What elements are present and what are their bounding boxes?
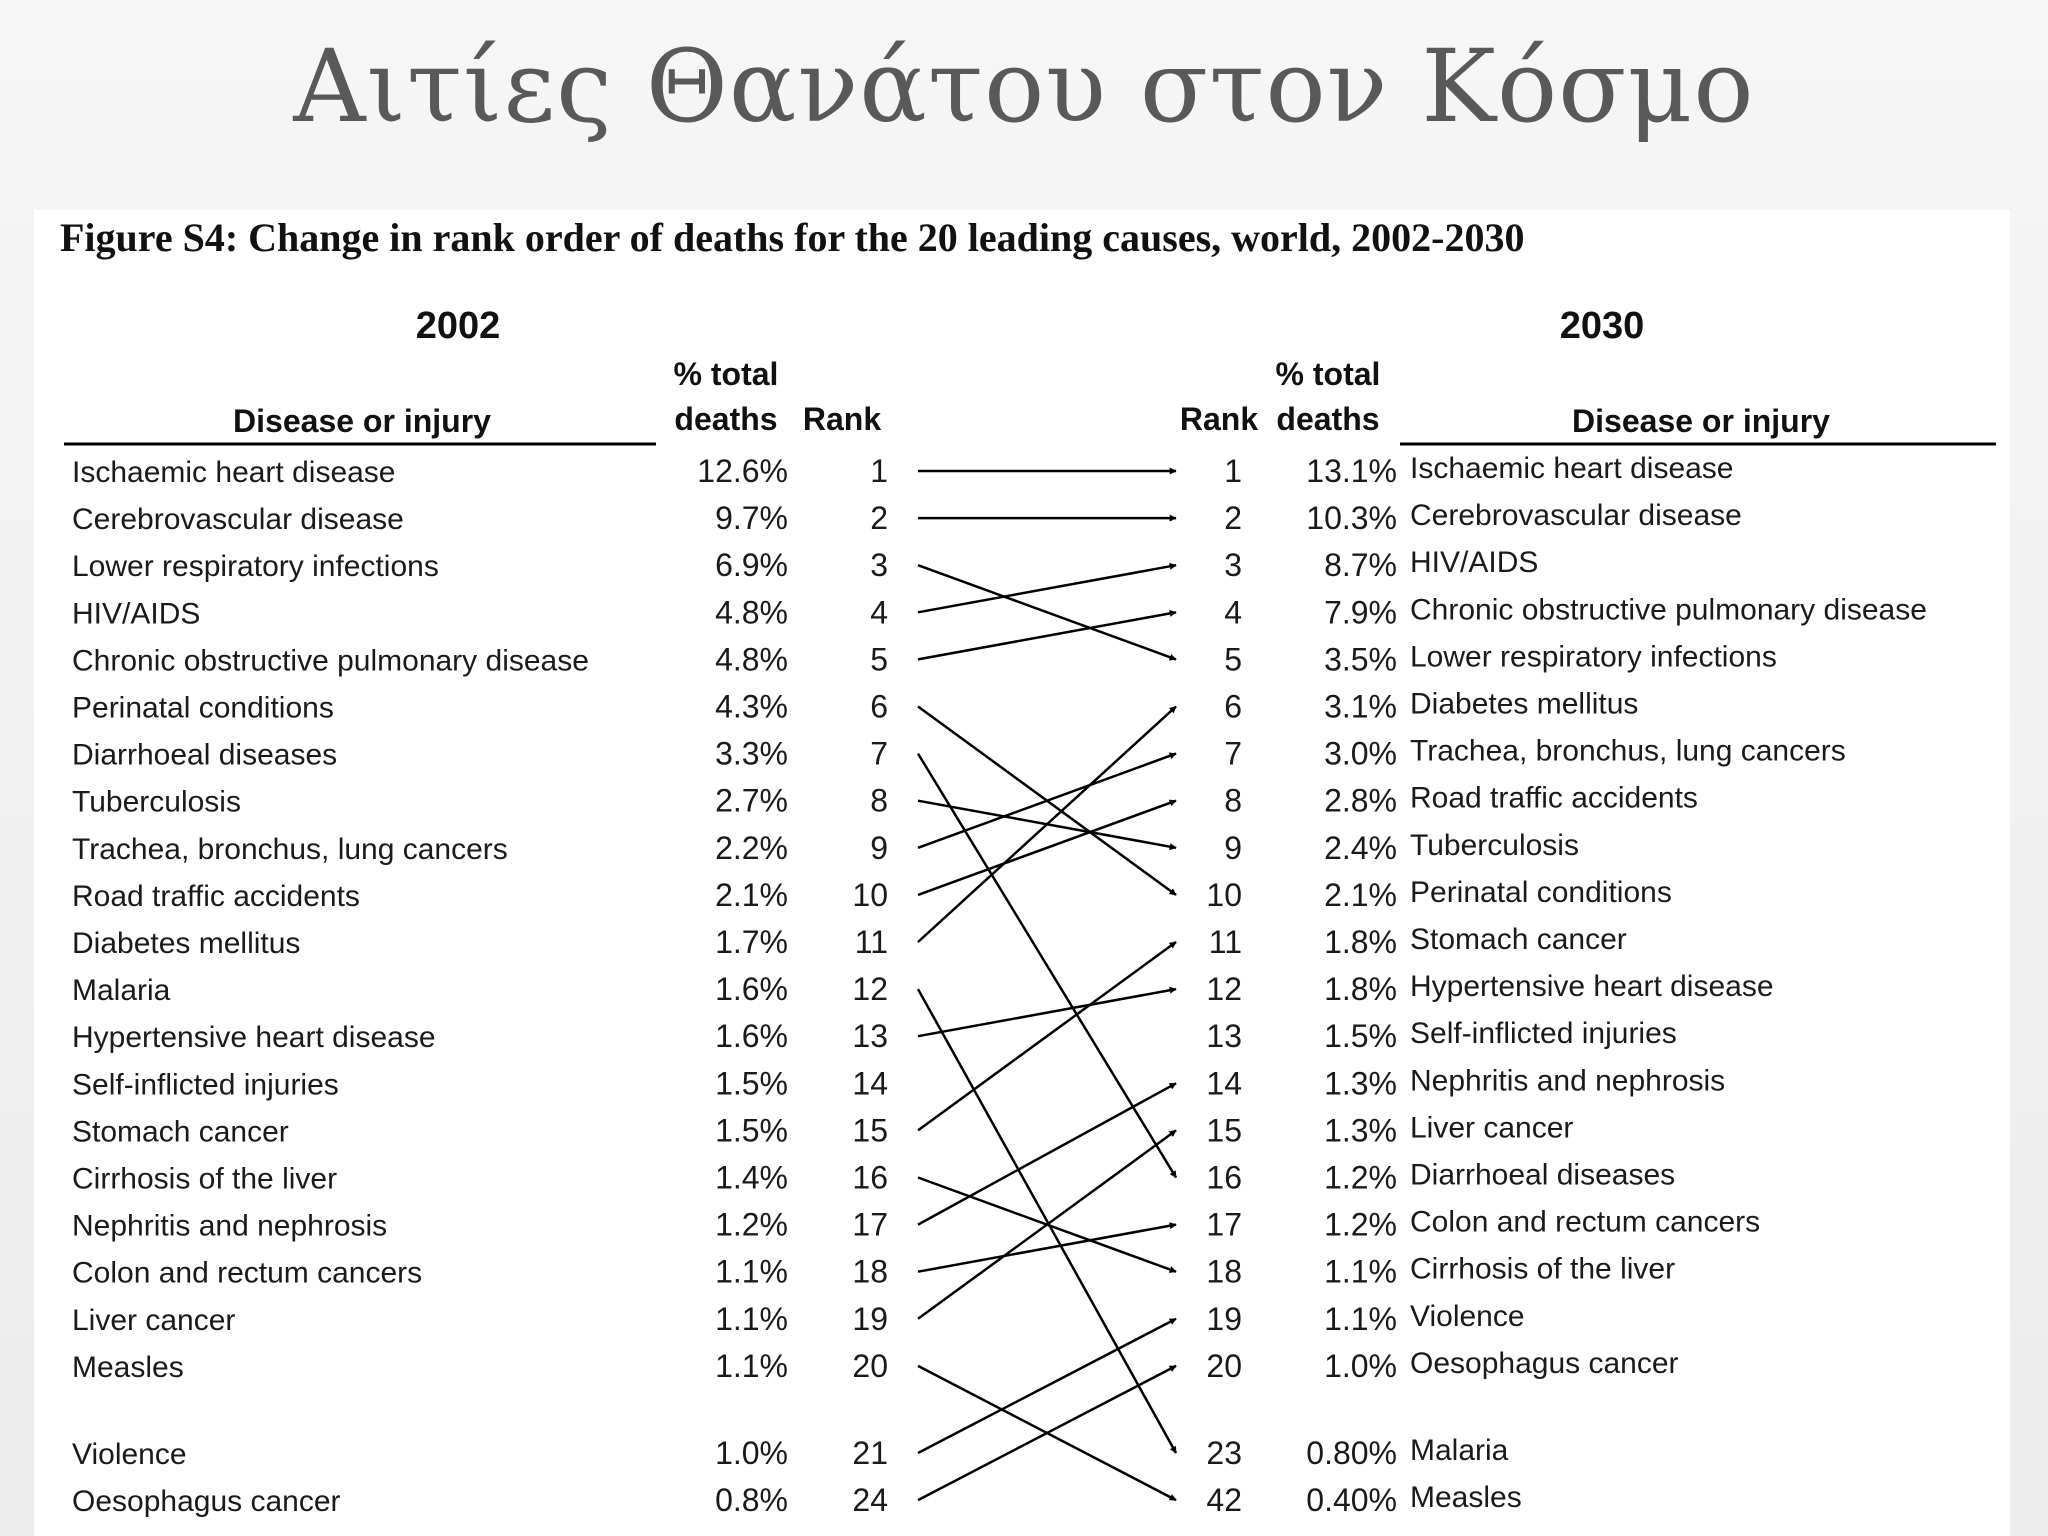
rank-arrow — [918, 1225, 1176, 1272]
right-disease-label: Diabetes mellitus — [1410, 687, 1639, 721]
right-disease-label: Chronic obstructive pulmonary disease — [1410, 593, 1927, 627]
right-pct-value: 1.1% — [1324, 1253, 1397, 1290]
right-disease-label: Road traffic accidents — [1410, 781, 1698, 815]
right-rank-value: 20 — [1206, 1347, 1242, 1384]
right-rank-value: 13 — [1206, 1018, 1242, 1055]
left-disease-label: Violence — [72, 1438, 187, 1471]
left-rank-value: 8 — [870, 782, 888, 819]
right-rank-value: 15 — [1206, 1112, 1242, 1149]
right-rank-value: 8 — [1224, 782, 1242, 819]
right-disease-label: Cirrhosis of the liver — [1410, 1252, 1676, 1286]
left-year: 2002 — [415, 305, 501, 347]
left-pct-value: 4.8% — [715, 641, 788, 678]
right-rank-value: 9 — [1224, 829, 1242, 866]
left-col-pct-line2: deaths — [674, 401, 778, 437]
right-rank-value: 16 — [1206, 1159, 1242, 1196]
left-disease-label: Ischaemic heart disease — [72, 456, 396, 489]
right-disease-label: Malaria — [1410, 1434, 1509, 1467]
right-pct-value: 3.0% — [1324, 735, 1397, 772]
right-pct-value: 2.4% — [1324, 829, 1397, 866]
rank-arrow — [918, 565, 1176, 612]
right-pct-value: 1.8% — [1324, 971, 1397, 1008]
left-rank-value: 18 — [852, 1253, 888, 1290]
left-rank-value: 4 — [870, 594, 888, 631]
right-pct-value: 3.5% — [1324, 641, 1397, 678]
rank-arrow — [918, 1130, 1176, 1318]
right-rank-value: 18 — [1206, 1253, 1242, 1290]
rank-arrows — [918, 471, 1176, 1500]
left-pct-value: 1.5% — [715, 1065, 788, 1102]
left-pct-value: 1.1% — [715, 1347, 788, 1384]
right-pct-value: 1.3% — [1324, 1112, 1397, 1149]
left-disease-label: Nephritis and nephrosis — [72, 1209, 388, 1243]
left-pct-value: 1.1% — [715, 1253, 788, 1290]
rank-arrow — [918, 942, 1176, 1130]
right-pct-value: 2.8% — [1324, 782, 1397, 819]
right-disease-label: Colon and rectum cancers — [1410, 1205, 1761, 1239]
right-rank-value: 17 — [1206, 1206, 1242, 1243]
left-rank-value: 9 — [870, 829, 888, 866]
left-pct-value: 9.7% — [715, 500, 788, 537]
left-disease-label: Liver cancer — [72, 1303, 236, 1337]
left-rank-value: 14 — [852, 1065, 888, 1102]
right-pct-value: 3.1% — [1324, 688, 1397, 725]
right-pct-value: 1.2% — [1324, 1159, 1397, 1196]
left-rank-value: 1 — [870, 453, 888, 489]
right-pct-value: 1.3% — [1324, 1065, 1397, 1102]
left-disease-label: Colon and rectum cancers — [72, 1256, 423, 1290]
right-disease-label: Trachea, bronchus, lung cancers — [1410, 734, 1846, 768]
left-pct-value: 2.7% — [715, 782, 788, 819]
left-disease-label: Perinatal conditions — [72, 691, 334, 725]
right-rank-value: 6 — [1224, 688, 1242, 725]
right-pct-value: 1.5% — [1324, 1018, 1397, 1055]
right-rank-value: 2 — [1224, 500, 1242, 537]
right-pct-value: 10.3% — [1306, 500, 1397, 537]
right-rank-value: 10 — [1206, 876, 1242, 913]
right-pct-value: 7.9% — [1324, 594, 1397, 631]
right-disease-label: Perinatal conditions — [1410, 875, 1672, 909]
rank-arrow — [918, 565, 1176, 659]
right-disease-label: HIV/AIDS — [1410, 546, 1539, 580]
right-year: 2030 — [1559, 305, 1645, 347]
right-disease-label: Measles — [1410, 1481, 1522, 1515]
figure-caption: Figure S4: Change in rank order of deaths for the 20 leading causes, world, 2002-2030 — [60, 215, 1525, 260]
left-rank-value: 19 — [852, 1300, 888, 1337]
rank-arrow — [918, 754, 1176, 848]
right-disease-label: Nephritis and nephrosis — [1410, 1064, 1726, 1098]
right-pct-value: 8.7% — [1324, 547, 1397, 584]
right-rank-value: 3 — [1224, 547, 1242, 584]
left-pct-value: 1.2% — [715, 1206, 788, 1243]
left-pct-value: 1.4% — [715, 1159, 788, 1196]
right-pct-value: 1.0% — [1324, 1347, 1397, 1384]
right-col-disease: Disease or injury — [1572, 403, 1830, 439]
right-disease-label: Lower respiratory infections — [1410, 640, 1777, 674]
left-pct-value: 4.8% — [715, 594, 788, 631]
left-rank-value: 21 — [852, 1435, 888, 1471]
left-disease-label: HIV/AIDS — [72, 597, 201, 631]
right-disease-label: Oesophagus cancer — [1410, 1346, 1679, 1380]
left-disease-label: Malaria — [72, 974, 171, 1008]
left-rank-value: 15 — [852, 1112, 888, 1149]
right-disease-label: Hypertensive heart disease — [1410, 970, 1774, 1004]
left-disease-label: Tuberculosis — [72, 785, 241, 819]
right-col-pct-line2: deaths — [1276, 401, 1380, 437]
right-pct-value: 0.80% — [1306, 1435, 1397, 1471]
right-col-pct-line1: % total — [1275, 356, 1381, 392]
rank-arrow — [918, 754, 1176, 1178]
right-rank-value: 4 — [1224, 594, 1242, 631]
left-pct-value: 1.1% — [715, 1300, 788, 1337]
left-disease-label: Cerebrovascular disease — [72, 503, 404, 537]
right-col-rank: Rank — [1179, 401, 1259, 437]
left-rank-value: 6 — [870, 688, 888, 725]
right-disease-label: Self-inflicted injuries — [1410, 1017, 1677, 1051]
rank-arrow — [918, 707, 1176, 943]
right-pct-value: 1.2% — [1324, 1206, 1397, 1243]
right-rank-value: 19 — [1206, 1300, 1242, 1337]
left-pct-value: 0.8% — [715, 1482, 788, 1519]
left-rows — [72, 453, 888, 1518]
left-pct-value: 1.0% — [715, 1435, 788, 1471]
left-disease-label: Diabetes mellitus — [72, 927, 301, 960]
left-pct-value: 1.6% — [715, 971, 788, 1008]
left-rank-value: 3 — [870, 547, 888, 584]
right-pct-value: 1.1% — [1324, 1300, 1397, 1337]
left-rank-value: 17 — [852, 1206, 888, 1243]
left-disease-label: Trachea, bronchus, lung cancers — [72, 832, 508, 866]
right-pct-value: 2.1% — [1324, 876, 1397, 913]
right-disease-label: Tuberculosis — [1410, 828, 1579, 862]
right-pct-value: 1.8% — [1324, 924, 1397, 960]
left-disease-label: Diarrhoeal diseases — [72, 738, 338, 772]
left-disease-label: Hypertensive heart disease — [72, 1021, 436, 1055]
right-rank-value: 11 — [1208, 924, 1242, 960]
left-disease-label: Cirrhosis of the liver — [72, 1162, 338, 1196]
right-pct-value: 0.40% — [1306, 1482, 1397, 1519]
slide-title: Αιτίες Θανάτου στον Κόσμο — [293, 28, 1755, 145]
rank-arrow — [918, 989, 1176, 1453]
left-col-disease: Disease or injury — [233, 403, 491, 439]
left-disease-label: Road traffic accidents — [72, 879, 360, 913]
left-pct-value: 3.3% — [715, 735, 788, 772]
left-disease-label: Chronic obstructive pulmonary disease — [72, 644, 589, 678]
left-rank-value: 20 — [852, 1347, 888, 1384]
left-pct-value: 6.9% — [715, 547, 788, 584]
right-disease-label: Diarrhoeal diseases — [1410, 1158, 1676, 1192]
left-pct-value: 2.2% — [715, 829, 788, 866]
right-rank-value: 42 — [1206, 1482, 1242, 1519]
right-rank-value: 14 — [1206, 1065, 1242, 1102]
left-pct-value: 2.1% — [715, 876, 788, 913]
left-disease-label: Measles — [72, 1350, 184, 1384]
left-rank-value: 7 — [870, 735, 888, 772]
right-pct-value: 13.1% — [1306, 453, 1397, 489]
right-disease-label: Liver cancer — [1410, 1111, 1574, 1145]
right-rank-value: 7 — [1224, 735, 1242, 772]
left-rank-value: 16 — [852, 1159, 888, 1196]
right-rows — [1206, 452, 1927, 1518]
right-rank-value: 5 — [1224, 641, 1242, 678]
left-rank-value: 12 — [852, 971, 888, 1008]
right-disease-label: Violence — [1410, 1299, 1525, 1333]
rank-arrow — [918, 1083, 1176, 1224]
left-pct-value: 1.6% — [715, 1018, 788, 1055]
rank-arrow — [918, 612, 1176, 659]
right-disease-label: Ischaemic heart disease — [1410, 452, 1734, 485]
left-disease-label: Oesophagus cancer — [72, 1485, 341, 1519]
left-disease-label: Lower respiratory infections — [72, 550, 439, 584]
left-disease-label: Stomach cancer — [72, 1115, 289, 1149]
left-rank-value: 2 — [870, 500, 888, 537]
right-disease-label: Stomach cancer — [1410, 923, 1627, 956]
right-rank-value: 12 — [1206, 971, 1242, 1008]
left-disease-label: Self-inflicted injuries — [72, 1068, 339, 1102]
left-rank-value: 5 — [870, 641, 888, 678]
left-pct-value: 1.7% — [715, 924, 788, 960]
right-rank-value: 1 — [1224, 453, 1242, 489]
left-pct-value: 1.5% — [715, 1112, 788, 1149]
left-rank-value: 24 — [852, 1482, 888, 1519]
left-col-pct-line1: % total — [673, 356, 779, 392]
left-rank-value: 13 — [852, 1018, 888, 1055]
rank-arrow — [918, 989, 1176, 1036]
left-col-rank: Rank — [802, 401, 882, 437]
left-rank-value: 11 — [854, 924, 888, 960]
right-rank-value: 23 — [1206, 1435, 1242, 1471]
left-rank-value: 10 — [852, 876, 888, 913]
left-pct-value: 12.6% — [697, 453, 788, 489]
left-pct-value: 4.3% — [715, 688, 788, 725]
right-disease-label: Cerebrovascular disease — [1410, 499, 1742, 533]
